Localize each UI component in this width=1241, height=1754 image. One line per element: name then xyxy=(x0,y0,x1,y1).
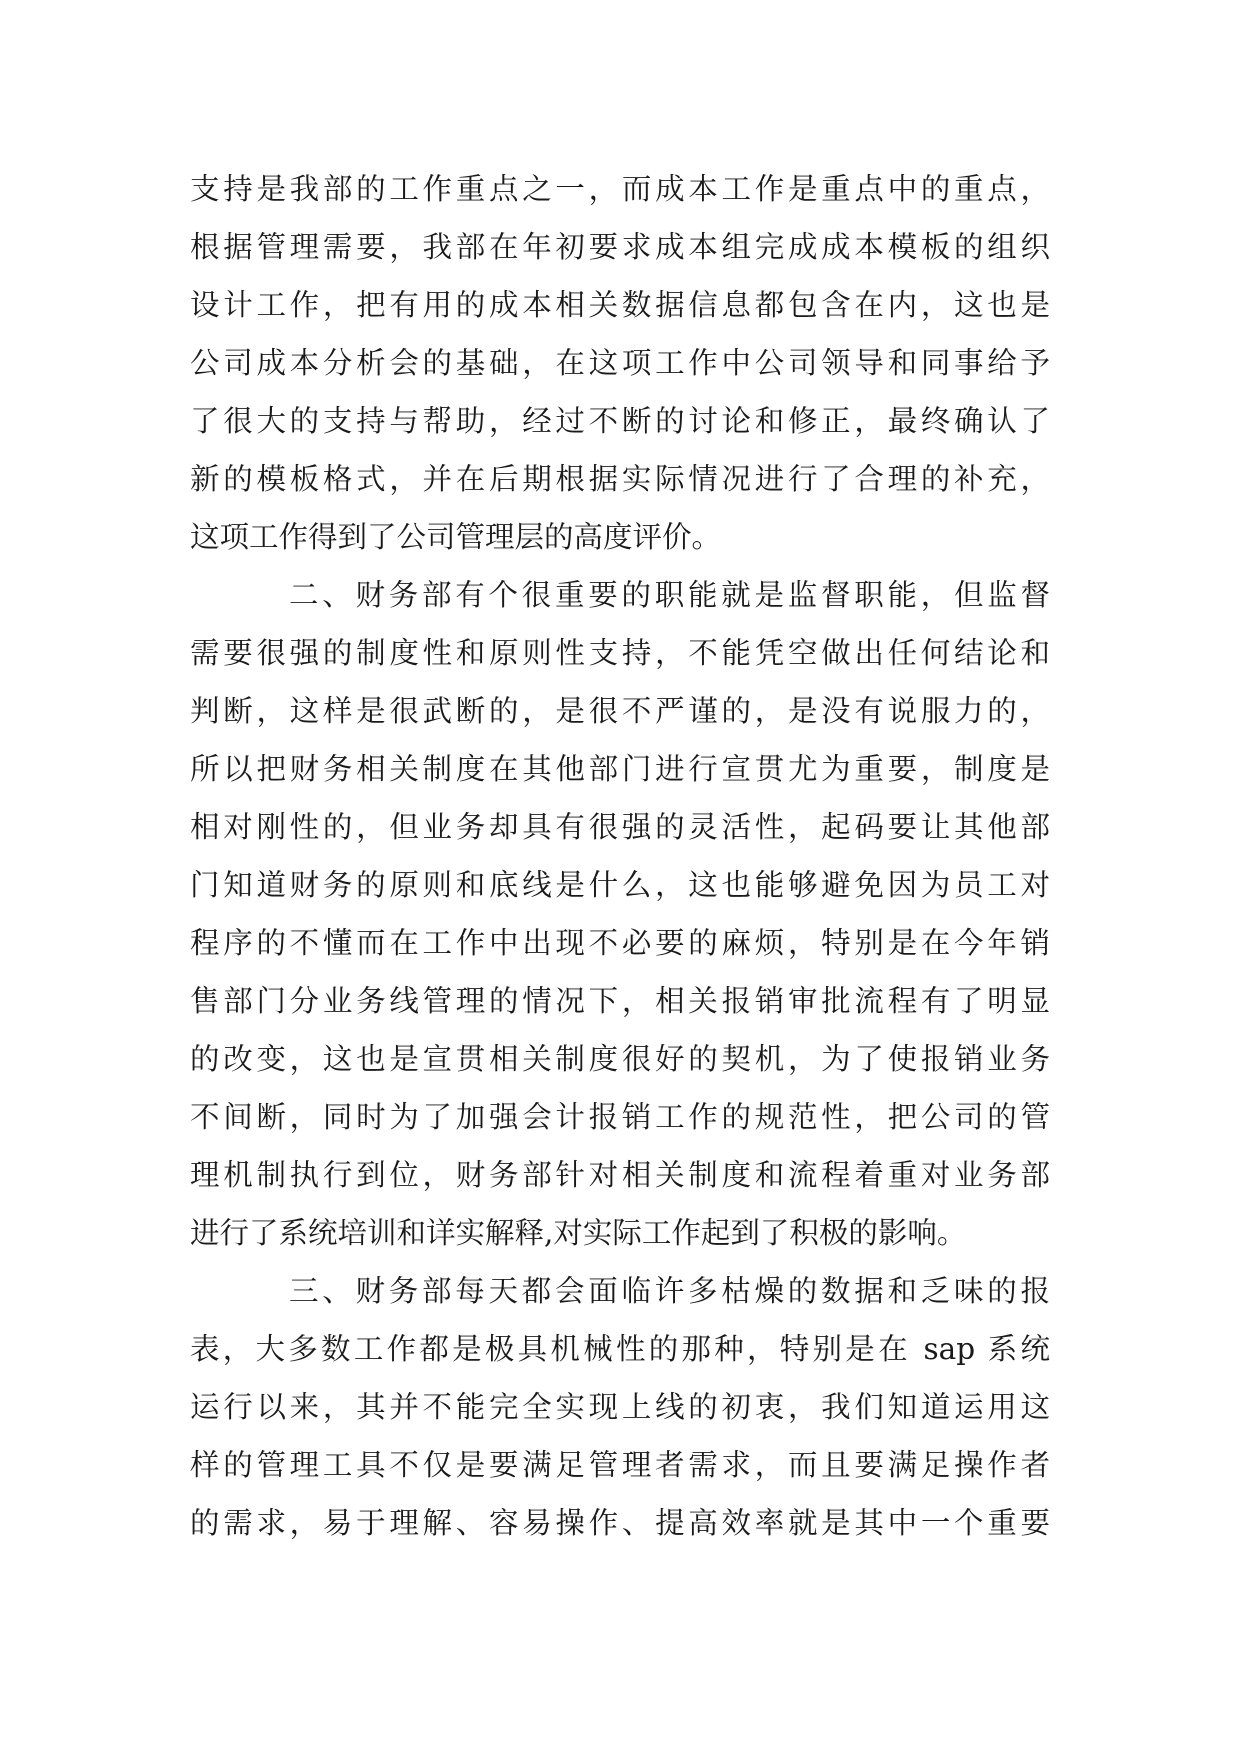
text-line: 的改变，这也是宣贯相关制度很好的契机，为了使报销业务 xyxy=(190,1042,1050,1076)
text-line: 判断，这样是很武断的，是很不严谨的，是没有说服力的， xyxy=(190,694,1050,728)
text-line: 根据管理需要，我部在年初要求成本组完成成本模板的组织 xyxy=(190,230,1050,264)
text-line: 进行了系统培训和详实解释,对实际工作起到了积极的影响。 xyxy=(190,1216,967,1250)
text-line: 了很大的支持与帮助，经过不断的讨论和修正，最终确认了 xyxy=(190,404,1050,438)
text-line: 公司成本分析会的基础，在这项工作中公司领导和同事给予 xyxy=(190,346,1050,380)
paragraph-first-line: 三、财务部每天都会面临许多枯燥的数据和乏味的报 xyxy=(289,1274,1050,1308)
text-line: 表，大多数工作都是极具机械性的那种，特别是在 sap 系统 xyxy=(190,1332,1050,1366)
text-line: 这项工作得到了公司管理层的高度评价。 xyxy=(190,520,722,554)
text-line: 不间断，同时为了加强会计报销工作的规范性，把公司的管 xyxy=(190,1100,1050,1134)
text-line: 的需求，易于理解、容易操作、提高效率就是其中一个重要 xyxy=(190,1506,1050,1540)
paragraph-first-line: 二、财务部有个很重要的职能就是监督职能，但监督 xyxy=(289,578,1050,612)
text-line: 支持是我部的工作重点之一，而成本工作是重点中的重点， xyxy=(190,172,1050,206)
text-line: 需要很强的制度性和原则性支持，不能凭空做出任何结论和 xyxy=(190,636,1050,670)
text-line: 程序的不懂而在工作中出现不必要的麻烦，特别是在今年销 xyxy=(190,926,1050,960)
text-line: 运行以来，其并不能完全实现上线的初衷，我们知道运用这 xyxy=(190,1390,1050,1424)
text-line: 门知道财务的原则和底线是什么，这也能够避免因为员工对 xyxy=(190,868,1050,902)
text-line: 售部门分业务线管理的情况下，相关报销审批流程有了明显 xyxy=(190,984,1050,1018)
text-line: 相对刚性的，但业务却具有很强的灵活性，起码要让其他部 xyxy=(190,810,1050,844)
text-line: 理机制执行到位，财务部针对相关制度和流程着重对业务部 xyxy=(190,1158,1050,1192)
document-body xyxy=(190,160,1050,1552)
text-line: 设计工作，把有用的成本相关数据信息都包含在内，这也是 xyxy=(190,288,1050,322)
text-line: 新的模板格式，并在后期根据实际情况进行了合理的补充， xyxy=(190,462,1050,496)
text-line: 所以把财务相关制度在其他部门进行宣贯尤为重要，制度是 xyxy=(190,752,1050,786)
text-line: 样的管理工具不仅是要满足管理者需求，而且要满足操作者 xyxy=(190,1448,1050,1482)
